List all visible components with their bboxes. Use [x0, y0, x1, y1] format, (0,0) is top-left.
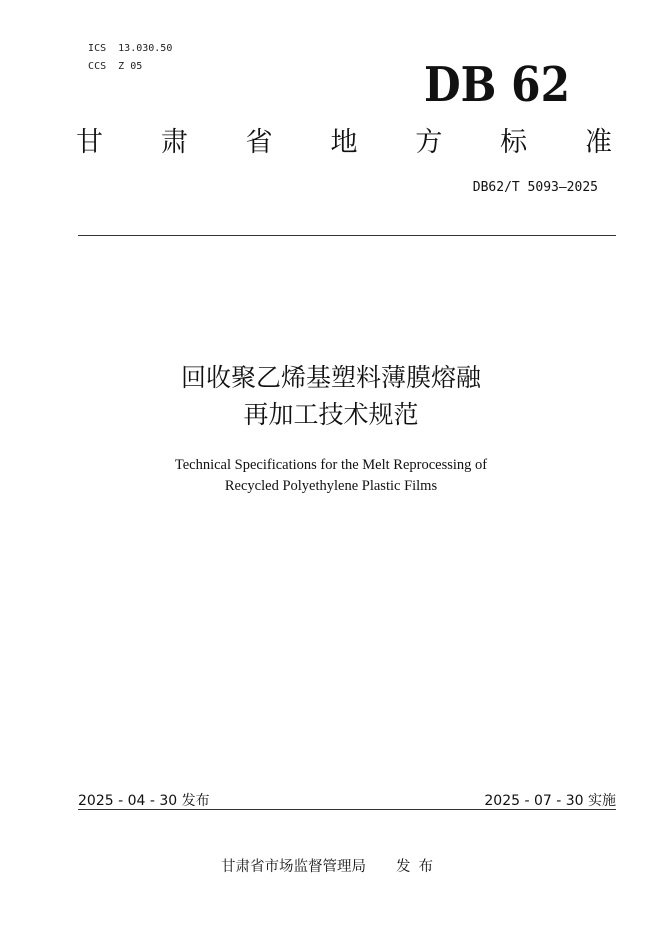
release-date: 2025 - 04 - 30 发布 [78, 793, 210, 809]
standard-type-char: 标 [500, 127, 528, 158]
standard-type-char: 甘 [76, 127, 103, 158]
publisher-line [0, 855, 662, 876]
standard-type-char: 准 [584, 127, 612, 158]
standard-number: DB62/T 5093—2025 [472, 180, 598, 195]
top-divider [78, 235, 616, 236]
ccs-code: Z 05 [118, 61, 143, 72]
title-en-line2: Recycled Polyethylene Plastic Films [224, 478, 438, 494]
publisher-name: 甘肃省市场监督管理局 [221, 859, 366, 875]
standard-type-char: 省 [245, 127, 273, 158]
implementation-date: 2025 - 07 - 30 实施 [484, 793, 616, 809]
standard-type-char: 肃 [160, 127, 188, 158]
standard-type-char: 方 [415, 127, 443, 158]
title-en-line1: Technical Specifications for the Melt Reprocessing of [174, 457, 488, 473]
db62-logo-text: DB 62 [424, 57, 570, 110]
standard-type-heading [76, 126, 612, 160]
standard-type-char: 地 [330, 127, 358, 158]
ccs-line [76, 49, 142, 73]
publisher-action: 发布 [396, 859, 441, 875]
ccs-label: CCS [88, 61, 107, 72]
title-cn-line1: 回收聚乙烯基塑料薄膜熔融 [180, 363, 481, 392]
db62-logo [424, 54, 574, 110]
bottom-divider [78, 809, 616, 810]
ics-label: ICS [88, 43, 107, 54]
ics-code: 13.030.50 [118, 43, 173, 54]
title-cn-line2: 再加工技术规范 [243, 400, 419, 429]
